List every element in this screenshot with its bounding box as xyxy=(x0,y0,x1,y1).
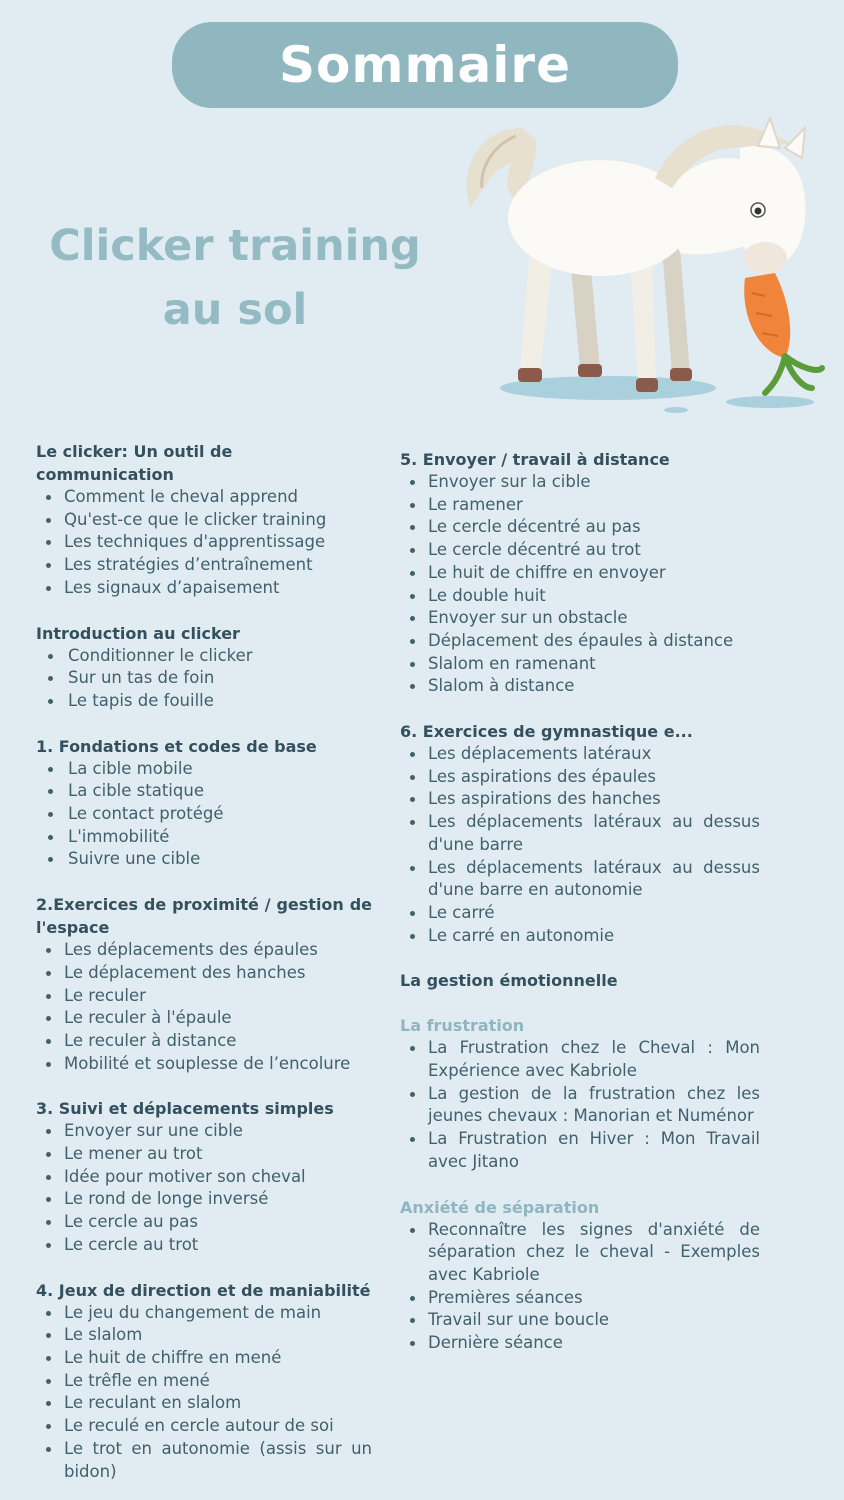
list-item: Envoyer sur la cible xyxy=(400,471,760,494)
list-item: Le reculé en cercle autour de soi xyxy=(36,1415,372,1438)
section-list xyxy=(400,1037,760,1173)
list-item: Sur un tas de foin xyxy=(36,667,372,690)
list-item: Le double huit xyxy=(400,585,760,608)
list-item: Comment le cheval apprend xyxy=(36,486,372,509)
list-item: Le contact protégé xyxy=(36,803,372,826)
list-item: Le déplacement des hanches xyxy=(36,962,372,985)
section-list xyxy=(36,486,372,600)
section-list xyxy=(36,758,372,872)
list-item: Le cercle au trot xyxy=(36,1234,372,1257)
list-item: Les aspirations des hanches xyxy=(400,788,760,811)
section-list xyxy=(400,743,760,947)
list-item: Travail sur une boucle xyxy=(400,1309,760,1332)
list-item: Le cercle au pas xyxy=(36,1211,372,1234)
section-title: Le clicker: Un outil de communication xyxy=(36,442,233,484)
section-title: 4. Jeux de direction et de maniabilité xyxy=(36,1280,371,1300)
section-title: 1. Fondations et codes de base xyxy=(36,736,317,756)
list-item: Mobilité et souplesse de l’encolure xyxy=(36,1053,372,1076)
subsection-title-frustration: La frustration xyxy=(400,1016,525,1036)
main-title xyxy=(30,214,440,342)
list-item: Les déplacements des épaules xyxy=(36,939,372,962)
list-item: La Frustration chez le Cheval : Mon Expérience avec Kabriole xyxy=(400,1037,760,1082)
list-item: Slalom en ramenant xyxy=(400,653,760,676)
section-list xyxy=(36,1120,372,1256)
list-item: Reconnaître les signes d'anxiété de séparation chez le cheval - Exemples avec Kabriole xyxy=(400,1219,760,1287)
list-item: Le jeu du changement de main xyxy=(36,1302,372,1325)
list-item: Le cercle décentré au trot xyxy=(400,539,760,562)
section-jeux-direction xyxy=(36,1279,372,1484)
section-introduction xyxy=(36,622,372,713)
list-item: Le huit de chiffre en envoyer xyxy=(400,562,760,585)
list-item: Déplacement des épaules à distance xyxy=(400,630,760,653)
list-item: Le carré xyxy=(400,902,760,925)
list-item: Envoyer sur un obstacle xyxy=(400,607,760,630)
list-item: Le rond de longe inversé xyxy=(36,1188,372,1211)
section-list xyxy=(36,645,372,713)
list-item: Les déplacements latéraux au dessus d'une barre xyxy=(400,811,760,856)
list-item: Le trêfle en mené xyxy=(36,1370,372,1393)
section-list xyxy=(36,939,372,1075)
list-item: La gestion de la frustration chez les jeunes chevaux : Manorian et Numénor xyxy=(400,1083,760,1128)
list-item: Le huit de chiffre en mené xyxy=(36,1347,372,1370)
list-item: Les déplacements latéraux xyxy=(400,743,760,766)
horse-carrot-illustration xyxy=(440,88,830,418)
list-item: Le ramener xyxy=(400,494,760,517)
list-item: Premières séances xyxy=(400,1287,760,1310)
section-envoyer xyxy=(400,448,760,698)
list-item: Le reculant en slalom xyxy=(36,1392,372,1415)
section-title: Introduction au clicker xyxy=(36,623,240,643)
section-title: 5. Envoyer / travail à distance xyxy=(400,450,670,469)
section-fondations xyxy=(36,735,372,872)
section-list xyxy=(36,1302,372,1484)
list-item: Les aspirations des épaules xyxy=(400,766,760,789)
list-item: Conditionner le clicker xyxy=(36,645,372,668)
list-item: Suivre une cible xyxy=(36,848,372,871)
section-list xyxy=(400,471,760,698)
section-title: 6. Exercices de gymnastique e... xyxy=(400,722,693,742)
list-item: L'immobilité xyxy=(36,826,372,849)
subsection-title-anxiete: Anxiété de séparation xyxy=(400,1197,600,1217)
main-title-line1: Clicker training xyxy=(49,221,421,271)
section-title: La gestion émotionnelle xyxy=(400,971,618,991)
list-item: Les stratégies d’entraînement xyxy=(36,554,372,577)
list-item: Le tapis de fouille xyxy=(36,690,372,713)
section-gymnastique xyxy=(400,720,760,947)
list-item: Les techniques d'apprentissage xyxy=(36,531,372,554)
section-title: 2.Exercices de proximité / gestion de l'espace xyxy=(36,895,372,938)
list-item: Envoyer sur une cible xyxy=(36,1120,372,1143)
banner-title: Sommaire xyxy=(278,36,571,94)
list-item: Le reculer xyxy=(36,985,372,1008)
list-item: Le carré en autonomie xyxy=(400,925,760,948)
list-item: Les déplacements latéraux au dessus d'une barre en autonomie xyxy=(400,857,760,902)
section-clicker-outil xyxy=(36,440,372,600)
list-item: Le mener au trot xyxy=(36,1143,372,1166)
list-item: Dernière séance xyxy=(400,1332,760,1355)
section-proximite xyxy=(36,893,372,1075)
list-item: Le trot en autonomie (assis sur un bidon) xyxy=(36,1438,372,1483)
list-item: Slalom à distance xyxy=(400,675,760,698)
left-column xyxy=(36,440,372,1500)
section-title: 3. Suivi et déplacements simples xyxy=(36,1099,334,1119)
section-list xyxy=(400,1219,760,1355)
list-item: Qu'est-ce que le clicker training xyxy=(36,509,372,532)
main-title-line2: au sol xyxy=(162,285,308,335)
list-item: Le reculer à l'épaule xyxy=(36,1007,372,1030)
section-suivi xyxy=(36,1097,372,1256)
list-item: Le cercle décentré au pas xyxy=(400,516,760,539)
right-column xyxy=(400,448,760,1377)
list-item: La Frustration en Hiver : Mon Travail avec Jitano xyxy=(400,1128,760,1173)
list-item: Idée pour motiver son cheval xyxy=(36,1166,372,1189)
section-gestion-emotionnelle xyxy=(400,969,760,1354)
list-item: Le reculer à distance xyxy=(36,1030,372,1053)
list-item: Les signaux d’apaisement xyxy=(36,577,372,600)
list-item: Le slalom xyxy=(36,1324,372,1347)
list-item: La cible mobile xyxy=(36,758,372,781)
list-item: La cible statique xyxy=(36,780,372,803)
